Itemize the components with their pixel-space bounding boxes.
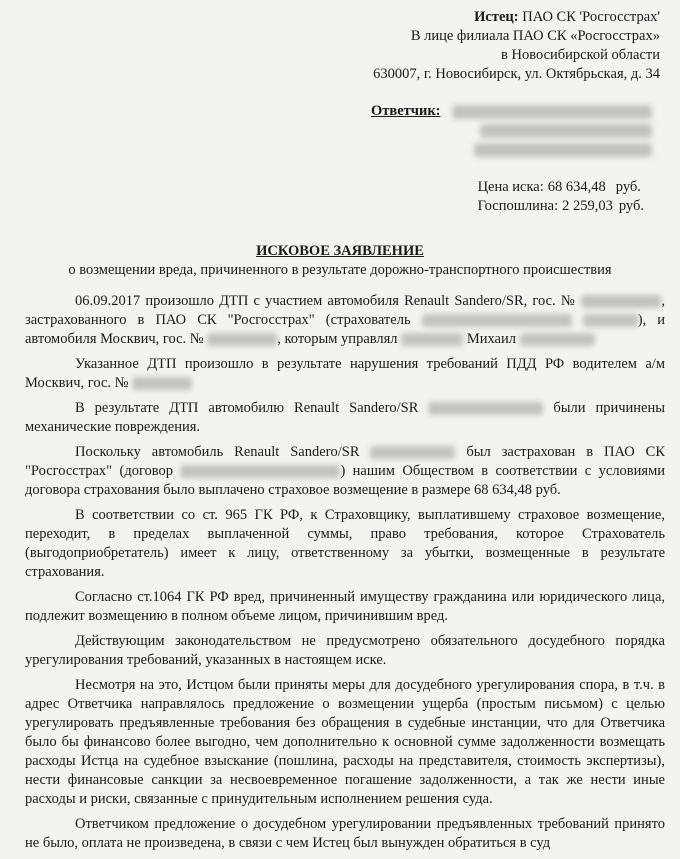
- paragraph-9: Ответчиком предложение о досудебном урегулировании предъявленных требований принято не было, оплата не произведена, в связи с чем Истец был вынужден обратиться в суд: [25, 816, 665, 851]
- redacted-defendant-name: [452, 105, 652, 119]
- plaintiff-line-3: в Новосибирской области: [501, 47, 660, 63]
- redacted-defendant-address-1: [480, 124, 652, 138]
- claim-fee-label: Госпошлина:: [477, 198, 559, 214]
- redacted-plate-5: [370, 446, 455, 459]
- paragraph-7: Действующим законодательством не предусмотрено обязательного досудебного порядка урегулирования требований, указанных в настоящем иске.: [25, 633, 665, 668]
- claim-fee-value: 2 259,03: [562, 198, 613, 214]
- redacted-insured-name: [422, 314, 572, 327]
- document-subtitle: о возмещении вреда, причиненного в результате дорожно-транспортного происшествия: [68, 262, 612, 278]
- redacted-plate-4: [428, 402, 543, 415]
- plaintiff-block: [300, 8, 660, 84]
- p1-text-d: , которым управлял: [277, 331, 398, 347]
- claim-price-value: 68 634,48: [547, 179, 606, 195]
- p3-text-a: В результате ДТП автомобилю Renault Sandero/SR: [75, 400, 419, 416]
- paragraph-1: [25, 292, 665, 349]
- p1-text-c: ), и автомобиля Москвич, гос. №: [25, 312, 666, 347]
- claim-price-row: [478, 178, 644, 197]
- document-title: ИСКОВОЕ ЗАЯВЛЕНИЕ: [256, 243, 424, 259]
- paragraph-2: [25, 355, 665, 393]
- redacted-plate-3: [132, 377, 192, 390]
- redacted-plate-2: [207, 333, 277, 346]
- claim-fee-unit: руб.: [618, 198, 644, 214]
- redacted-defendant-address-2: [474, 143, 652, 157]
- redacted-driver-patronymic: [520, 333, 595, 346]
- p1-text-a: 06.09.2017 произошло ДТП с участием автомобиля Renault Sandero/SR, гос. №: [75, 293, 577, 309]
- plaintiff-label: Истец:: [474, 9, 519, 25]
- claim-price-unit: руб.: [615, 179, 641, 195]
- paragraph-6: Согласно ст.1064 ГК РФ вред, причиненный имуществу гражданина или юридического лица, подлежит возмещению в полном объеме лицом, причинившим вред.: [25, 589, 665, 624]
- defendant-label: Ответчик:: [371, 103, 441, 119]
- redacted-driver-surname: [401, 333, 463, 346]
- p1-text-b: , застрахованного в ПАО СК "Росгосстрах" (страхователь: [25, 293, 666, 328]
- document-body: [25, 292, 665, 859]
- p4-text-a: Поскольку автомобиль Renault Sandero/SR: [75, 444, 360, 460]
- plaintiff-line-2: В лице филиала ПАО СК «Росгосстрах»: [410, 28, 660, 44]
- claim-fee-row: [478, 197, 644, 216]
- redacted-insured-name-2: [583, 314, 638, 327]
- plaintiff-name: ПАО СК 'Росгосстрах': [522, 9, 660, 25]
- paragraph-3: [25, 399, 665, 437]
- redacted-contract-number: [180, 465, 340, 478]
- p4-text-b: был застрахован в ПАО СК "Росгосстрах" (договор: [25, 444, 666, 479]
- claim-summary: [478, 178, 644, 216]
- p4-text-c: ) нашим Обществом в соответствии с условиями договора страхования было выплачено страховое возмещение в размере 68 634,48 руб.: [25, 463, 666, 498]
- paragraph-5: В соответствии со ст. 965 ГК РФ, к Страховщику, выплатившему страховое возмещение, переходит, в пределах выплаченной суммы, право требования, которое Страхователь (выгодоприобретатель) имеет к лицу, ответственному за убытки, возмещенные в результате страхования.: [25, 507, 665, 580]
- redacted-plate-1: [581, 295, 661, 308]
- p3-text-b: были причинены механические повреждения.: [25, 400, 665, 435]
- paragraph-4: [25, 443, 665, 500]
- plaintiff-address: 630007, г. Новосибирск, ул. Октябрьская, д. 34: [373, 66, 660, 82]
- paragraph-8: Несмотря на это, Истцом были приняты меры для досудебного урегулирования спора, в т.ч. в адрес Ответчика направлялось предложение о возмещении ущерба (простым письмом) с целью урегулировать предъявленные требования без обращения в судебные инстанции, что для Ответчика было бы финансово более выгодно, чем дополнительно к основной сумме задолженности возмещать расходы Истца на судебное взыскание (пошлина, расходы на представителя, стоимость экспертизы), нести финансовые санкции за несвоевременное погашение задолженности, а так же нести иные расходы и риски, связанные с принудительным исполнением решения суда.: [25, 677, 665, 807]
- p2-text-a: Указанное ДТП произошло в результате нарушения требований ПДД РФ водителем а/м Москвич, гос. №: [25, 356, 665, 391]
- claim-price-label: Цена иска:: [477, 179, 544, 195]
- p1-text-e: Михаил: [466, 331, 516, 347]
- plaintiff-line-1: [300, 8, 660, 27]
